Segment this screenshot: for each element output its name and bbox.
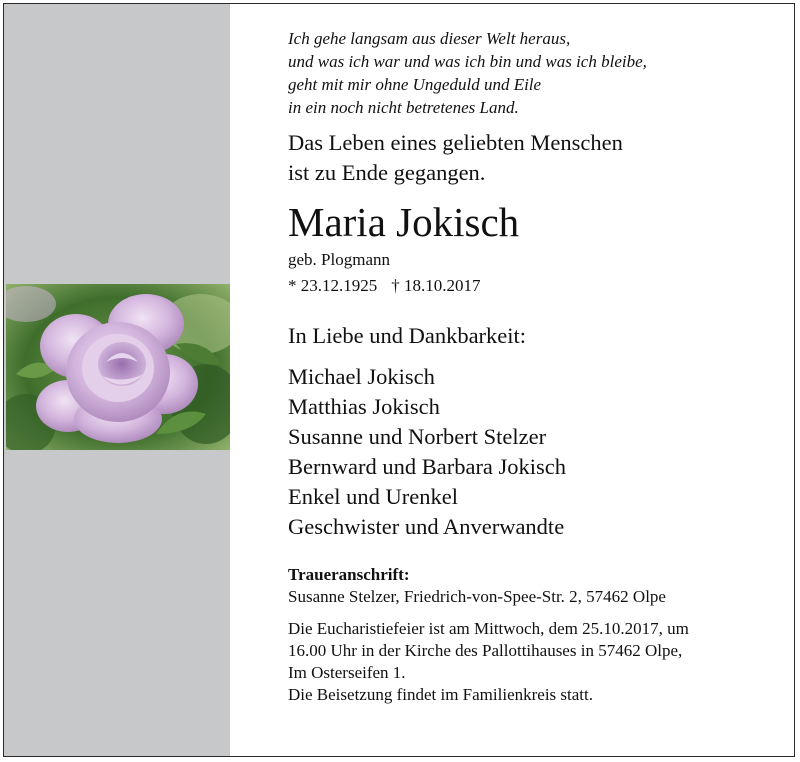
family-member: Susanne und Norbert Stelzer xyxy=(288,424,547,449)
poem-line: und was ich war und was ich bin und was ich bleibe, xyxy=(288,52,647,71)
rose-image xyxy=(6,284,230,450)
poem xyxy=(288,27,778,119)
service-info xyxy=(288,618,778,706)
death-date: † 18.10.2017 xyxy=(391,276,481,295)
birth-name: geb. Plogmann xyxy=(288,250,390,269)
address-title: Traueranschrift: xyxy=(288,565,410,584)
service-line: Die Eucharistiefeier ist am Mittwoch, dem 25.10.2017, um xyxy=(288,619,689,638)
family-member: Enkel und Urenkel xyxy=(288,484,458,509)
birth-date: * 23.12.1925 xyxy=(288,276,378,295)
notice-content xyxy=(288,27,778,706)
life-dates xyxy=(288,275,778,297)
intro-text xyxy=(288,128,778,188)
family-member: Bernward und Barbara Jokisch xyxy=(288,454,567,479)
service-line: 16.00 Uhr in der Kirche des Pallottihauses in 57462 Olpe, xyxy=(288,641,683,660)
intro-line: ist zu Ende gegangen. xyxy=(288,160,486,185)
deceased-name: Maria Jokisch xyxy=(288,199,520,245)
service-line: Die Beisetzung findet im Familienkreis statt. xyxy=(288,685,593,704)
family-member: Matthias Jokisch xyxy=(288,394,440,419)
service-line: Im Osterseifen 1. xyxy=(288,663,406,682)
address-line: Susanne Stelzer, Friedrich-von-Spee-Str. 2, 57462 Olpe xyxy=(288,587,666,606)
poem-line: Ich gehe langsam aus dieser Welt heraus, xyxy=(288,29,571,48)
family-list xyxy=(288,362,778,542)
thanks-heading: In Liebe und Dankbarkeit: xyxy=(288,323,527,348)
rose-photo xyxy=(6,284,230,450)
family-member: Michael Jokisch xyxy=(288,364,435,389)
family-member: Geschwister und Anverwandte xyxy=(288,514,565,539)
poem-line: in ein noch nicht betretenes Land. xyxy=(288,98,519,117)
poem-line: geht mit mir ohne Ungeduld und Eile xyxy=(288,75,542,94)
intro-line: Das Leben eines geliebten Menschen xyxy=(288,130,623,155)
